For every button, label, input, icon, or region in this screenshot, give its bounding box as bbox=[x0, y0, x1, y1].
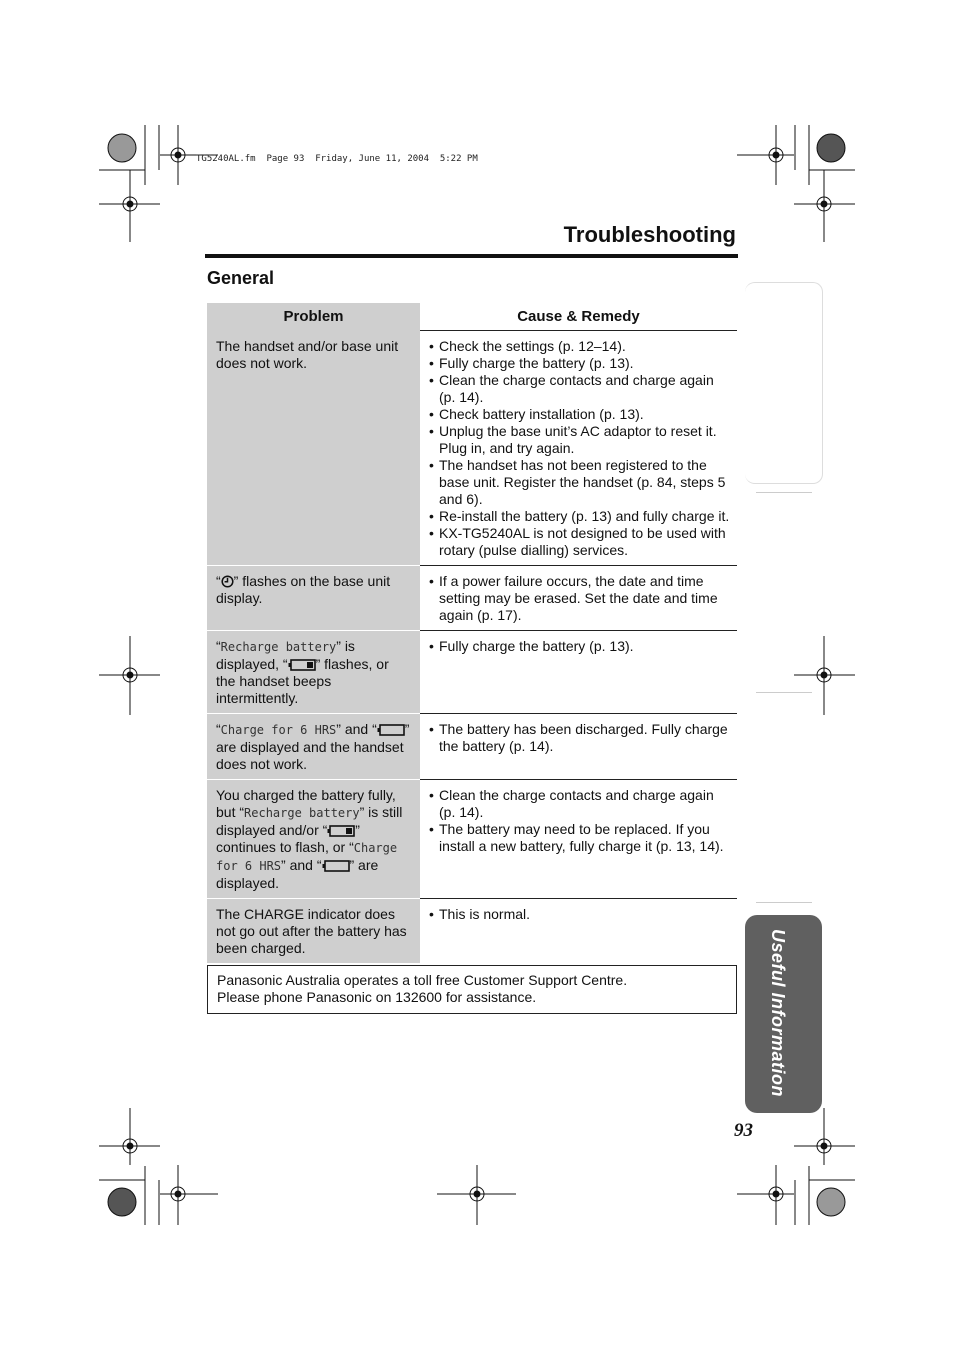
side-divider bbox=[756, 902, 812, 903]
side-frame bbox=[745, 282, 823, 484]
problem-cell: The CHARGE indicator does not go out after the battery has been charged. bbox=[207, 899, 420, 964]
list-item: • Unplug the base unit’s AC adaptor to reset it. Plug in, and try again. bbox=[429, 423, 733, 457]
remedy-list bbox=[429, 906, 733, 923]
remedy-cell bbox=[420, 331, 737, 566]
remedy-cell bbox=[420, 714, 737, 780]
list-item: • The battery has been discharged. Fully charge the battery (p. 14). bbox=[429, 721, 733, 755]
display-message: Charge for 6 HRS bbox=[216, 841, 398, 873]
battery-empty-icon bbox=[377, 724, 405, 736]
problem-cell: The handset and/or base unit does not work. bbox=[207, 331, 420, 566]
section-side-tab bbox=[745, 915, 822, 1113]
section-heading: General bbox=[207, 268, 275, 288]
table-row bbox=[207, 631, 737, 714]
side-divider bbox=[756, 492, 812, 493]
list-item: • Check battery installation (p. 13). bbox=[429, 406, 733, 423]
display-message: Recharge battery bbox=[244, 806, 360, 820]
page-number: 93 bbox=[734, 1120, 753, 1141]
list-item: • Clean the charge contacts and charge again (p. 14). bbox=[429, 372, 733, 406]
problem-cell: “Recharge battery” is displayed, “ ” flashes, or the handset beeps intermittently. bbox=[207, 631, 420, 714]
problem-column-header: Problem bbox=[207, 303, 420, 331]
problem-cell: “ ” flashes on the base unit display. bbox=[207, 566, 420, 631]
table-row bbox=[207, 331, 737, 566]
clock-icon bbox=[221, 575, 234, 588]
remedy-list bbox=[429, 787, 733, 855]
table-row bbox=[207, 566, 737, 631]
remedy-cell bbox=[420, 899, 737, 964]
remedy-list bbox=[429, 338, 733, 559]
list-item: • The handset has not been registered to the base unit. Register the handset (p. 84, steps 5 and 6). bbox=[429, 457, 733, 508]
display-message: Charge for 6 HRS bbox=[220, 723, 337, 737]
title-rule bbox=[205, 254, 738, 258]
side-tab-label: Useful Information bbox=[768, 929, 788, 1098]
problem-cell: You charged the battery fully, but “Recharge battery” is still displayed and/or “ ” continues to flash, or “Charge for 6 HRS” and “ ” are displayed. bbox=[207, 780, 420, 899]
list-item: • KX-TG5240AL is not designed to be used with rotary (pulse dialling) services. bbox=[429, 525, 733, 559]
remedy-list bbox=[429, 638, 733, 655]
list-item: • Fully charge the battery (p. 13). bbox=[429, 638, 733, 655]
remedy-cell bbox=[420, 566, 737, 631]
remedy-list bbox=[429, 573, 733, 624]
support-notice bbox=[207, 965, 737, 1014]
problem-cell: “Charge for 6 HRS” and “ ” are displayed and the handset does not work. bbox=[207, 714, 420, 780]
table-row bbox=[207, 899, 737, 964]
list-item: • If a power failure occurs, the date and time setting may be erased. Set the date and time again (p. 17). bbox=[429, 573, 733, 624]
page-title: Troubleshooting bbox=[563, 222, 736, 247]
remedy-list bbox=[429, 721, 733, 755]
remedy-cell bbox=[420, 631, 737, 714]
table-row bbox=[207, 780, 737, 899]
remedy-column-header: Cause & Remedy bbox=[420, 303, 737, 331]
battery-low-icon bbox=[327, 825, 355, 837]
list-item: • The battery may need to be replaced. If you install a new battery, fully charge it (p. 13, 14). bbox=[429, 821, 733, 855]
notice-line: Panasonic Australia operates a toll free Customer Support Centre. bbox=[217, 972, 628, 988]
list-item: • This is normal. bbox=[429, 906, 733, 923]
table-row bbox=[207, 714, 737, 780]
display-message: Recharge battery bbox=[220, 640, 337, 654]
battery-low-icon bbox=[288, 659, 316, 671]
print-header: TG5240AL.fm Page 93 Friday, June 11, 2004 5:22 PM bbox=[196, 154, 478, 164]
remedy-cell bbox=[420, 780, 737, 899]
list-item: • Fully charge the battery (p. 13). bbox=[429, 355, 733, 372]
battery-empty-icon bbox=[322, 860, 350, 872]
side-divider bbox=[756, 692, 812, 693]
list-item: • Check the settings (p. 12–14). bbox=[429, 338, 733, 355]
notice-line: Please phone Panasonic on 132600 for assistance. bbox=[217, 989, 537, 1005]
list-item: • Re-install the battery (p. 13) and fully charge it. bbox=[429, 508, 733, 525]
list-item: • Clean the charge contacts and charge again (p. 14). bbox=[429, 787, 733, 821]
troubleshooting-table bbox=[207, 303, 737, 963]
